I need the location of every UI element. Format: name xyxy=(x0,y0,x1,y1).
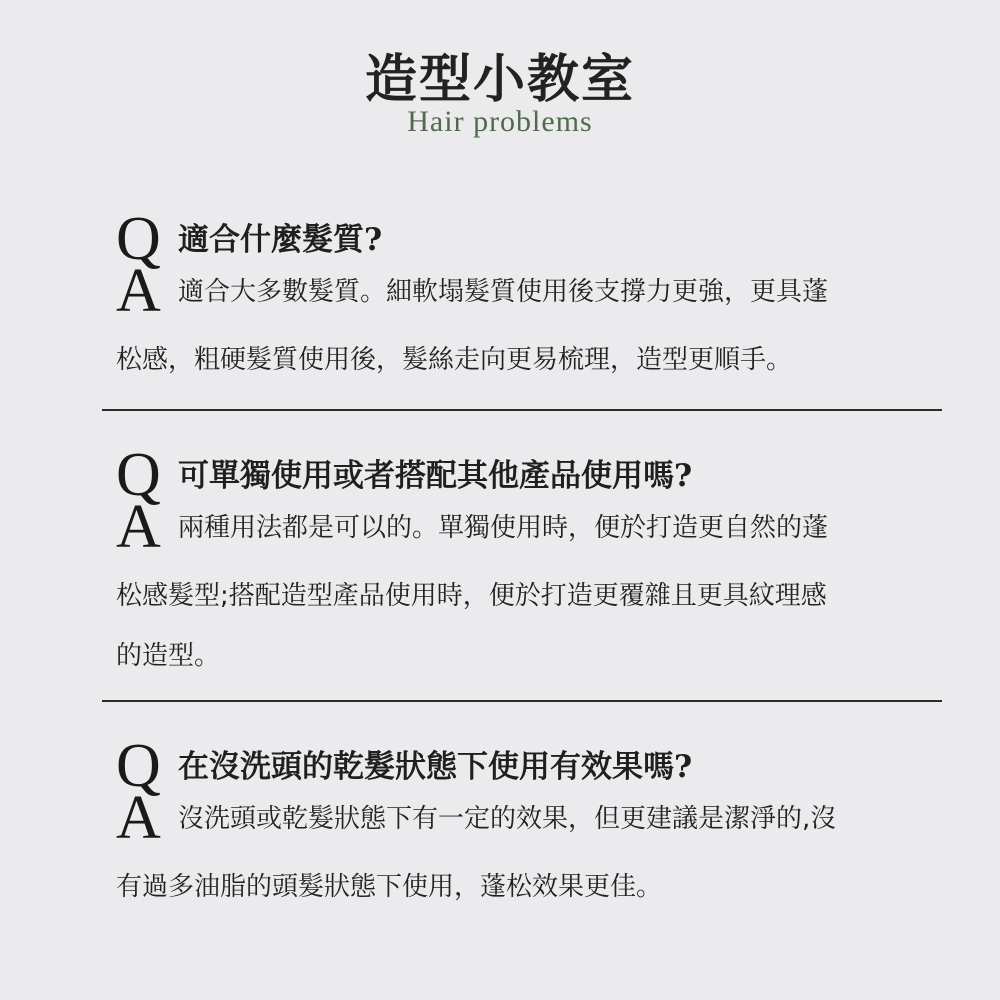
divider xyxy=(102,409,942,411)
answer-text-line: 沒洗頭或乾髮狀態下有一定的效果，但更建議是潔淨的,沒 xyxy=(178,804,837,834)
answer-continuation xyxy=(112,857,912,917)
answer-marker: A xyxy=(116,493,161,561)
answer-text-line: 兩種用法都是可以的。單獨使用時，便於打造更自然的蓬 xyxy=(178,513,829,543)
question-text: 適合什麼髮質? xyxy=(178,222,383,258)
answer-text-line: 適合大多數髮質。細軟塌髮質使用後支撐力更強，更具蓬 xyxy=(178,277,829,307)
answer-marker: A xyxy=(116,257,161,325)
question-text: 在沒洗頭的乾髮狀態下使用有效果嗎? xyxy=(178,749,693,785)
answer-continuation xyxy=(112,330,912,390)
answer-marker: A xyxy=(116,784,161,852)
qa-item xyxy=(112,732,912,917)
divider xyxy=(102,700,942,702)
answer-row xyxy=(112,493,912,561)
qa-item xyxy=(112,441,912,686)
question-row xyxy=(112,441,912,509)
page-title: 造型小教室 xyxy=(364,49,635,110)
question-marker: Q xyxy=(116,441,161,509)
question-marker: Q xyxy=(116,732,161,800)
answer-text-line: 的造型。 xyxy=(116,641,221,671)
question-text: 可單獨使用或者搭配其他產品使用嗎? xyxy=(178,458,693,494)
question-row xyxy=(112,732,912,800)
question-marker: Q xyxy=(116,205,161,273)
page-subtitle: Hair problems xyxy=(407,105,593,138)
answer-row xyxy=(112,257,912,325)
answer-row xyxy=(112,784,912,852)
answer-text-line: 有過多油脂的頭髮狀態下使用，蓬松效果更佳。 xyxy=(116,872,663,902)
qa-item xyxy=(112,205,912,390)
answer-continuation xyxy=(112,566,912,686)
answer-text-line: 松感髮型;搭配造型產品使用時，便於打造更覆雜且更具紋理感 xyxy=(116,581,827,611)
answer-text-line: 松感，粗硬髮質使用後，髮絲走向更易梳理，造型更順手。 xyxy=(116,345,793,375)
question-row xyxy=(112,205,912,273)
